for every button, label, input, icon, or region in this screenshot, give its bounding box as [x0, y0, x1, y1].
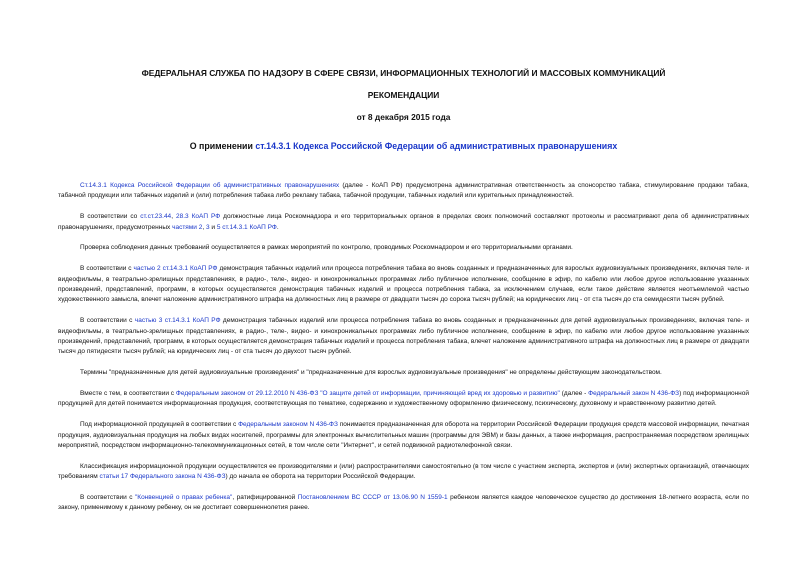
link-ussr-resolution[interactable]: Постановлением ВС СССР от 13.06.90 N 1559-1 — [297, 494, 448, 502]
link-part-5[interactable]: 5 ст.14.3.1 КоАП РФ — [216, 223, 277, 231]
paragraph-text: (далее - КоАП РФ) предусмотрена административная ответственность за спонсорство табака, стимулирование продажи табака, табачной продукции или табачных изделий и (или) потребления табака либо рекламу табака, табачной продукции, табачных изделий или курительных принадлежностей. — [58, 182, 749, 200]
link-article-17[interactable]: статьи 17 Федерального закона N 436-ФЗ — [99, 473, 226, 481]
paragraph-text: ) до начала ее оборота на территории Российской Федерации. — [225, 473, 416, 481]
subject-link[interactable]: ст.14.3.1 Кодекса Российской Федерации об административных правонарушениях — [255, 141, 618, 151]
paragraph-text: В соответствии с — [80, 265, 134, 273]
paragraph-text: демонстрация табачных изделий или процесса потребления табака во вновь созданных и предназначенных для детей аудиовизуальных произведениях, включая теле- и видеофильмы, в театрально-зрелищных представлениях, в радио-, теле-, видео- и кинохроникальных программах либо публичное исполнение, сообщение в эфир, по кабелю или любое другое использование указанных произведений, представлений, программ, в которых осуществляется демонстрация табачных изделий и процесса потребления табака, влечет наложение административного штрафа на должностных лиц в размере от двадцати тысяч до пятидесяти тысяч рублей; на юридических лиц - от ста тысяч до двухсот тысяч рублей. — [58, 317, 749, 356]
paragraph-text: В соответствии с — [80, 494, 135, 502]
paragraph-text: понимается предназначенная для оборота на территории Российской Федерации продукция средств массовой информации, печатная продукция, аудиовизуальная продукция на любых видах носителей, программы для электронных вычислительных машин (программы для ЭВМ) и базы данных, а также информация, распространяемая посредством зрелищных мероприятий, посредством информационно-телекоммуникационных сетей, в том числе сети "Интернет", и сетей подвижной радиотелефонной связи. — [58, 421, 749, 450]
document-date: от 8 декабря 2015 года — [356, 112, 451, 122]
document-subject — [40, 141, 767, 151]
paragraph-9 — [58, 462, 749, 483]
document-type: РЕКОМЕНДАЦИИ — [367, 90, 440, 100]
paragraph-5 — [58, 316, 749, 358]
paragraph-text: демонстрация табачных изделий или процесса потребления табака во вновь созданных и предназначенных для взрослых аудиовизуальных произведениях, включая теле- и видеофильмы, в театрально-зрелищных представлениях, в радио-, теле-, видео- и кинохроникальных программах либо публичное исполнение, сообщение в эфир, по кабелю или любое другое использование указанных произведений, представлений, программ, в которых осуществляется демонстрация табачных изделий и процесса потребления табака, за исключением случаев, если такое действие является неотъемлемой частью художественного замысла, влечет наложение административного штрафа на должностных лиц в размере от двадцати тысяч до сорока тысяч рублей; на юридических лиц - от ста тысяч до ста семидесяти тысяч рублей. — [58, 265, 749, 304]
link-part-2[interactable]: частями 2 — [172, 223, 203, 231]
paragraph-3 — [58, 243, 749, 253]
paragraph-text: Под информационной продукцией в соответствии с — [80, 421, 239, 429]
link-part-3[interactable]: 3 — [205, 223, 210, 231]
link-federal-law-436[interactable]: Федеральным законом от 29.12.2010 N 436-ФЗ "О защите детей от информации, причиняющей вред их здоровью и развитию" — [175, 390, 560, 398]
paragraph-text: и — [209, 223, 217, 231]
paragraph-text: ребенком является каждое человеческое существо до достижения 18-летнего возраста, если по закону, применимому к данному ребенку, он не достигает совершеннолетия ранее. — [58, 494, 750, 512]
link-article-23-44[interactable]: ст.ст.23.44 — [140, 213, 172, 221]
paragraph-text: Проверка соблюдения данных требований осуществляется в рамках мероприятий по контролю, проводимых Роскомнадзором и его территориальными органами. — [80, 244, 573, 252]
paragraph-4 — [58, 264, 749, 306]
organization-title: ФЕДЕРАЛЬНАЯ СЛУЖБА ПО НАДЗОРУ В СФЕРЕ СВЯЗИ, ИНФОРМАЦИОННЫХ ТЕХНОЛОГИЙ И МАССОВЫХ КОММУНИКАЦИЙ — [141, 68, 666, 78]
paragraph-6 — [58, 368, 749, 378]
link-part-3-article-14-3-1[interactable]: частью 3 ст.14.3.1 КоАП РФ — [134, 317, 221, 325]
paragraph-text: Классификация информационной продукции осуществляется ее производителями и (или) распространителями самостоятельно (в том числе с участием эксперта, экспертов и (или) экспертных организаций, отвечающих требованиям — [58, 462, 749, 481]
paragraph-text: Термины "предназначенные для детей аудиовизуальные произведения" и "предназначенные для взрослых аудиовизуальные произведения" не определены действующим законодательством. — [80, 369, 662, 377]
paragraph-text: (далее - — [559, 390, 589, 398]
document-body — [58, 181, 749, 524]
paragraph-1 — [58, 181, 749, 202]
paragraph-text: Вместе с тем, в соответствии с — [80, 390, 176, 398]
paragraph-8 — [58, 420, 749, 451]
paragraph-text: ) под информационной продукцией для детей понимается информационная продукция, соответствующая по тематике, содержанию и художественному оформлению физическому, психическому, духовному и нравственному развитию детей. — [58, 390, 749, 408]
paragraph-text: , ратифицированной — [232, 494, 298, 502]
paragraph-text: В соответствии с — [80, 317, 135, 325]
paragraph-7 — [58, 389, 749, 410]
paragraph-text: , — [202, 223, 206, 231]
subject-prefix: О применении — [189, 141, 256, 151]
link-part-2-article-14-3-1[interactable]: частью 2 ст.14.3.1 КоАП РФ — [133, 265, 218, 273]
link-article-14-3-1[interactable]: Ст.14.3.1 Кодекса Российской Федерации об административных правонарушениях — [80, 182, 340, 189]
paragraph-2 — [58, 212, 749, 233]
paragraph-text: должностные лица Роскомнадзора и его территориальных органов в пределах своих полномочий составляют протоколы и рассматривают дела об административных правонарушениях, предусмотренных — [58, 213, 749, 231]
link-convention-child-rights[interactable]: "Конвенцией о правах ребенка" — [134, 494, 233, 502]
link-federal-law-436-short[interactable]: Федеральный закон N 436-ФЗ — [588, 390, 680, 398]
paragraph-text: . — [276, 223, 279, 231]
paragraph-10 — [58, 493, 749, 514]
paragraph-text: , — [171, 213, 176, 221]
link-federal-law-436-info[interactable]: Федеральным законом N 436-ФЗ — [238, 421, 338, 429]
link-article-28-3[interactable]: 28.3 КоАП РФ — [176, 213, 221, 221]
paragraph-text: В соответствии со — [80, 213, 141, 221]
